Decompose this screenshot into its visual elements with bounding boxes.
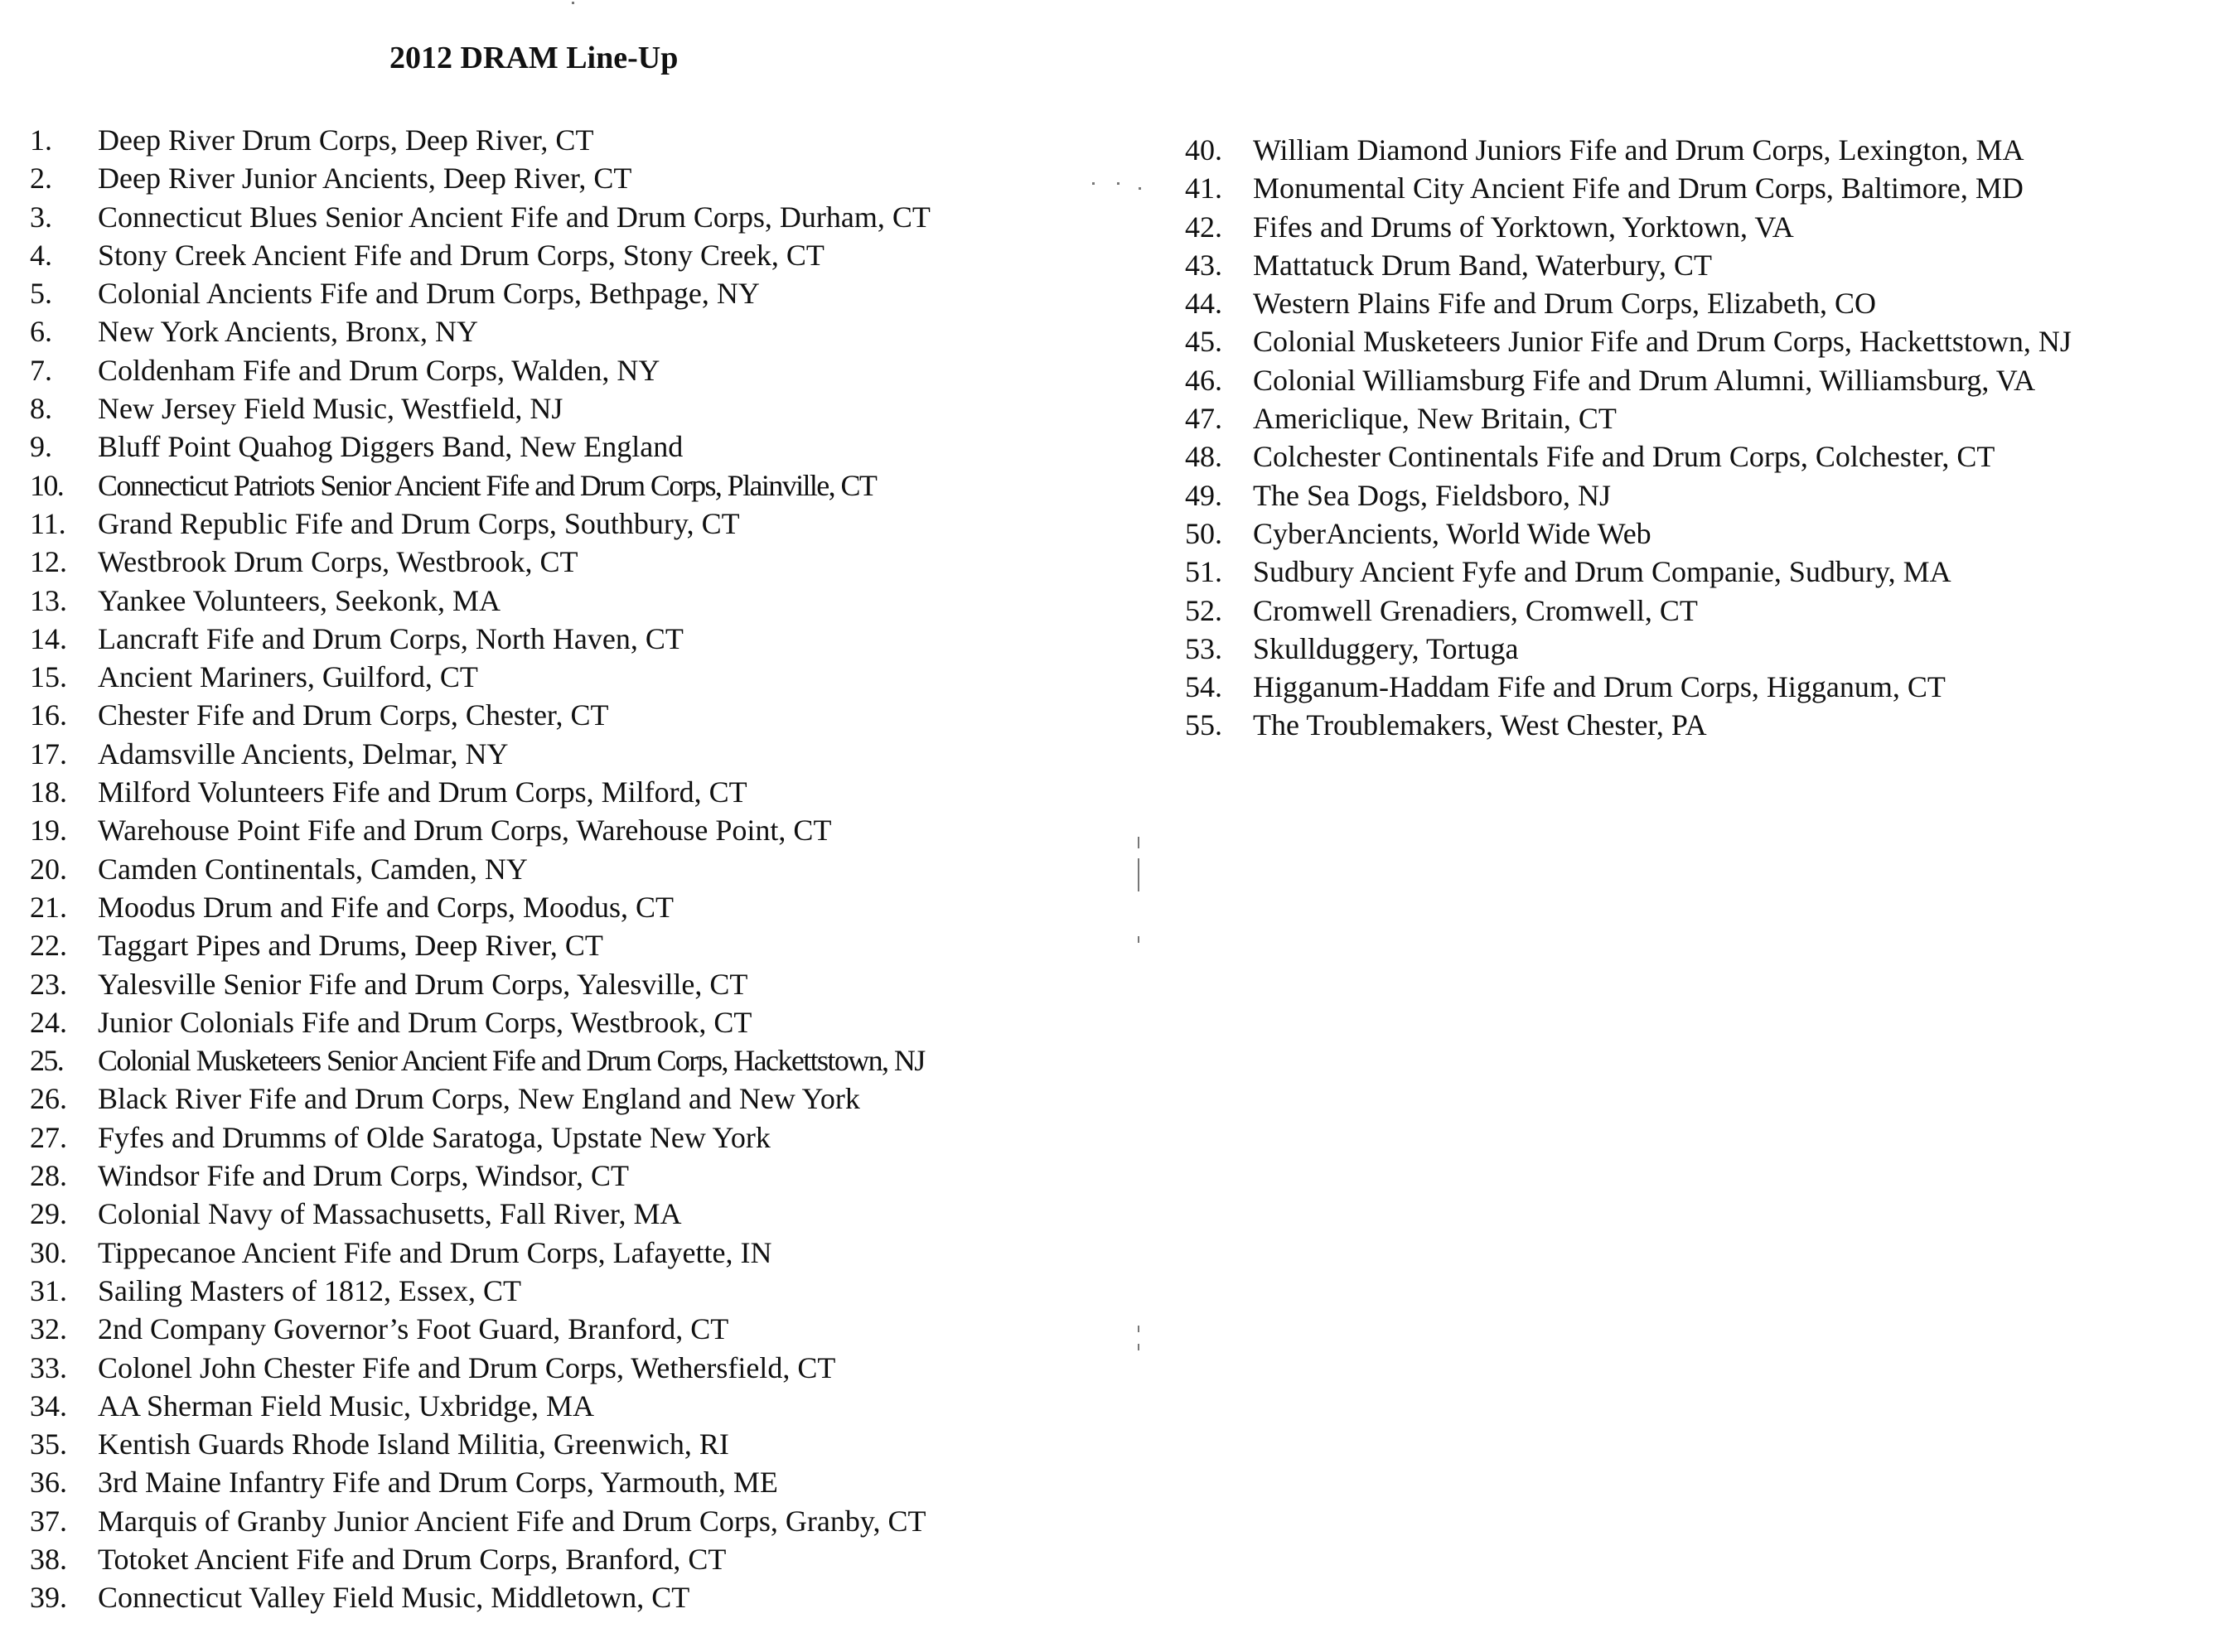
list-item: [30, 1080, 931, 1118]
item-number: 11.: [30, 506, 66, 540]
item-text: AA Sherman Field Music, Uxbridge, MA: [98, 1389, 594, 1423]
list-item: [30, 926, 931, 964]
item-number: 2.: [30, 162, 52, 196]
item-number: 31.: [30, 1273, 67, 1307]
item-number: 48.: [1185, 440, 1222, 474]
list-item: [30, 121, 931, 159]
list-item: [1185, 361, 2072, 399]
list-item: [30, 543, 931, 581]
item-text: Colonial Musketeers Senior Ancient Fife and Drum Corps, Hackettstown, NJ: [98, 1044, 925, 1078]
item-number: 44.: [1185, 287, 1222, 321]
list-item: [1185, 668, 2072, 706]
item-text: Stony Creek Ancient Fife and Drum Corps, Stony Creek, CT: [98, 238, 825, 272]
item-number: 38.: [30, 1542, 67, 1576]
item-number: 29.: [30, 1197, 67, 1231]
item-number: 25.: [30, 1044, 64, 1078]
list-item: [30, 427, 931, 466]
item-text: Black River Fife and Drum Corps, New England and New York: [98, 1082, 860, 1116]
item-text: Colonial Musketeers Junior Fife and Drum Corps, Hackettstown, NJ: [1253, 325, 2072, 359]
item-number: 43.: [1185, 248, 1222, 282]
item-number: 5.: [30, 277, 52, 311]
item-text: Junior Colonials Fife and Drum Corps, Westbrook, CT: [98, 1005, 752, 1039]
list-item: [1185, 553, 2072, 591]
scan-mark: [1139, 187, 1141, 190]
list-item: [30, 389, 931, 427]
item-number: 21.: [30, 890, 67, 924]
list-item: [30, 773, 931, 811]
item-number: 50.: [1185, 516, 1222, 550]
item-number: 4.: [30, 238, 52, 272]
lineup-list-left: [30, 121, 931, 1617]
list-item: [30, 965, 931, 1003]
item-text: Windsor Fife and Drum Corps, Windsor, CT: [98, 1159, 629, 1193]
scan-mark: [1138, 1344, 1139, 1350]
item-text: New York Ancients, Bronx, NY: [98, 315, 478, 349]
item-text: Adamsville Ancients, Delmar, NY: [98, 737, 509, 770]
item-text: Westbrook Drum Corps, Westbrook, CT: [98, 545, 578, 579]
item-text: Sailing Masters of 1812, Essex, CT: [98, 1273, 521, 1307]
item-number: 49.: [1185, 478, 1222, 512]
list-item: [30, 620, 931, 658]
item-text: Colonial Ancients Fife and Drum Corps, Bethpage, NY: [98, 277, 760, 311]
item-text: New Jersey Field Music, Westfield, NJ: [98, 392, 563, 426]
scan-mark: [1138, 1326, 1139, 1332]
item-text: Moodus Drum and Fife and Corps, Moodus, CT: [98, 890, 674, 924]
item-number: 35.: [30, 1427, 67, 1461]
list-item: [30, 1540, 931, 1578]
list-item: [1185, 437, 2072, 476]
item-text: Warehouse Point Fife and Drum Corps, Warehouse Point, CT: [98, 814, 832, 848]
item-number: 26.: [30, 1082, 67, 1116]
item-text: Camden Continentals, Camden, NY: [98, 852, 528, 886]
item-number: 42.: [1185, 210, 1222, 244]
list-item: [30, 1195, 931, 1233]
list-item: [30, 1310, 931, 1348]
scan-mark: [1138, 858, 1139, 891]
item-text: Higganum-Haddam Fife and Drum Corps, Higganum, CT: [1253, 670, 1946, 704]
lineup-list-right: [1185, 131, 2072, 745]
list-item: [30, 1502, 931, 1540]
list-item: [30, 888, 931, 926]
item-number: 10.: [30, 468, 64, 502]
item-number: 47.: [1185, 402, 1222, 436]
item-text: 3rd Maine Infantry Fife and Drum Corps, Yarmouth, ME: [98, 1466, 778, 1500]
list-item: [30, 1387, 931, 1425]
list-item: [30, 274, 931, 312]
list-item: [30, 1003, 931, 1041]
item-number: 30.: [30, 1235, 67, 1269]
item-text: Fyfes and Drumms of Olde Saratoga, Upstate New York: [98, 1120, 771, 1154]
item-text: Ancient Mariners, Guilford, CT: [98, 660, 478, 694]
item-text: Connecticut Patriots Senior Ancient Fife and Drum Corps, Plainville, CT: [98, 468, 877, 502]
item-text: Colonial Navy of Massachusetts, Fall River, MA: [98, 1197, 682, 1231]
item-text: Marquis of Granby Junior Ancient Fife and Drum Corps, Granby, CT: [98, 1504, 926, 1538]
item-text: Western Plains Fife and Drum Corps, Elizabeth, CO: [1253, 287, 1876, 321]
list-item: [30, 1463, 931, 1501]
list-item: [30, 1578, 931, 1616]
item-text: Tippecanoe Ancient Fife and Drum Corps, Lafayette, IN: [98, 1235, 772, 1269]
scan-mark: [1138, 936, 1139, 943]
item-text: Deep River Junior Ancients, Deep River, CT: [98, 162, 632, 196]
item-text: Colonel John Chester Fife and Drum Corps, Wethersfield, CT: [98, 1350, 836, 1384]
list-item: [30, 1157, 931, 1195]
item-text: Colonial Williamsburg Fife and Drum Alumni, Williamsburg, VA: [1253, 363, 2036, 397]
item-number: 12.: [30, 545, 67, 579]
list-item: [30, 735, 931, 773]
item-text: Colchester Continentals Fife and Drum Corps, Colchester, CT: [1253, 440, 1995, 474]
item-text: Cromwell Grenadiers, Cromwell, CT: [1253, 593, 1698, 627]
list-item: [1185, 630, 2072, 668]
scan-mark: [1138, 837, 1139, 848]
item-number: 53.: [1185, 631, 1222, 665]
list-item: [1185, 246, 2072, 284]
scan-mark: [572, 2, 574, 4]
item-text: Mattatuck Drum Band, Waterbury, CT: [1253, 248, 1712, 282]
list-item: [30, 1272, 931, 1310]
item-text: The Sea Dogs, Fieldsboro, NJ: [1253, 478, 1611, 512]
item-number: 9.: [30, 430, 52, 464]
item-text: CyberAncients, World Wide Web: [1253, 516, 1651, 550]
item-number: 37.: [30, 1504, 67, 1538]
item-text: Taggart Pipes and Drums, Deep River, CT: [98, 929, 603, 963]
item-number: 7.: [30, 353, 52, 387]
list-item: [1185, 592, 2072, 630]
item-text: William Diamond Juniors Fife and Drum Corps, Lexington, MA: [1253, 133, 2024, 167]
item-number: 46.: [1185, 363, 1222, 397]
list-item: [30, 1118, 931, 1157]
item-text: Fifes and Drums of Yorktown, Yorktown, VA: [1253, 210, 1794, 244]
list-item: [30, 236, 931, 274]
item-number: 16.: [30, 698, 67, 732]
item-number: 18.: [30, 775, 67, 809]
item-text: Totoket Ancient Fife and Drum Corps, Branford, CT: [98, 1542, 727, 1576]
item-number: 17.: [30, 737, 67, 770]
item-number: 51.: [1185, 555, 1222, 589]
list-item: [1185, 169, 2072, 207]
list-item: [1185, 208, 2072, 246]
item-number: 45.: [1185, 325, 1222, 359]
list-item: [1185, 322, 2072, 360]
scan-mark: [1117, 182, 1120, 185]
scan-mark: [1092, 182, 1095, 185]
list-item: [30, 582, 931, 620]
item-number: 34.: [30, 1389, 67, 1423]
item-text: Connecticut Valley Field Music, Middletown, CT: [98, 1581, 690, 1615]
item-text: Grand Republic Fife and Drum Corps, Southbury, CT: [98, 506, 740, 540]
list-item: [30, 1425, 931, 1463]
item-number: 13.: [30, 583, 67, 617]
item-number: 41.: [1185, 171, 1222, 205]
item-number: 33.: [30, 1350, 67, 1384]
item-number: 22.: [30, 929, 67, 963]
item-number: 15.: [30, 660, 67, 694]
item-number: 24.: [30, 1005, 67, 1039]
item-text: Sudbury Ancient Fyfe and Drum Companie, Sudbury, MA: [1253, 555, 1951, 589]
item-number: 55.: [1185, 708, 1222, 742]
item-number: 39.: [30, 1581, 67, 1615]
list-item: [30, 466, 931, 505]
list-item: [30, 198, 931, 236]
list-item: [30, 811, 931, 849]
item-number: 1.: [30, 123, 52, 157]
item-number: 20.: [30, 852, 67, 886]
item-text: Milford Volunteers Fife and Drum Corps, Milford, CT: [98, 775, 747, 809]
list-item: [30, 1349, 931, 1387]
item-number: 27.: [30, 1120, 67, 1154]
list-item: [30, 312, 931, 350]
item-text: Lancraft Fife and Drum Corps, North Haven, CT: [98, 621, 684, 655]
item-number: 32.: [30, 1312, 67, 1346]
item-number: 3.: [30, 200, 52, 234]
list-item: [1185, 399, 2072, 437]
list-item: [30, 658, 931, 696]
list-item: [30, 1234, 931, 1272]
item-text: Kentish Guards Rhode Island Militia, Greenwich, RI: [98, 1427, 729, 1461]
item-text: 2nd Company Governor’s Foot Guard, Branford, CT: [98, 1312, 729, 1346]
list-item: [1185, 514, 2072, 553]
item-text: Chester Fife and Drum Corps, Chester, CT: [98, 698, 609, 732]
list-item: [30, 159, 931, 197]
item-number: 8.: [30, 392, 52, 426]
item-text: Deep River Drum Corps, Deep River, CT: [98, 123, 594, 157]
item-number: 28.: [30, 1159, 67, 1193]
list-item: [1185, 284, 2072, 322]
item-text: Skullduggery, Tortuga: [1253, 631, 1519, 665]
list-item: [30, 1041, 931, 1080]
item-text: Bluff Point Quahog Diggers Band, New England: [98, 430, 684, 464]
list-item: [1185, 706, 2072, 744]
item-number: 6.: [30, 315, 52, 349]
page-title: 2012 DRAM Line-Up: [389, 41, 679, 75]
item-text: Yalesville Senior Fife and Drum Corps, Yalesville, CT: [98, 967, 748, 1001]
item-number: 40.: [1185, 133, 1222, 167]
list-item: [30, 351, 931, 389]
list-item: [1185, 476, 2072, 514]
list-item: [30, 850, 931, 888]
item-number: 23.: [30, 967, 67, 1001]
list-item: [30, 696, 931, 734]
list-item: [30, 505, 931, 543]
list-item: [1185, 131, 2072, 169]
item-text: Monumental City Ancient Fife and Drum Corps, Baltimore, MD: [1253, 171, 2024, 205]
item-number: 54.: [1185, 670, 1222, 704]
item-text: Coldenham Fife and Drum Corps, Walden, NY: [98, 353, 660, 387]
item-number: 36.: [30, 1466, 67, 1500]
item-text: The Troublemakers, West Chester, PA: [1253, 708, 1707, 742]
item-number: 19.: [30, 814, 67, 848]
item-number: 52.: [1185, 593, 1222, 627]
item-text: Yankee Volunteers, Seekonk, MA: [98, 583, 501, 617]
item-text: Connecticut Blues Senior Ancient Fife and Drum Corps, Durham, CT: [98, 200, 931, 234]
item-number: 14.: [30, 621, 67, 655]
item-text: Americlique, New Britain, CT: [1253, 402, 1617, 436]
